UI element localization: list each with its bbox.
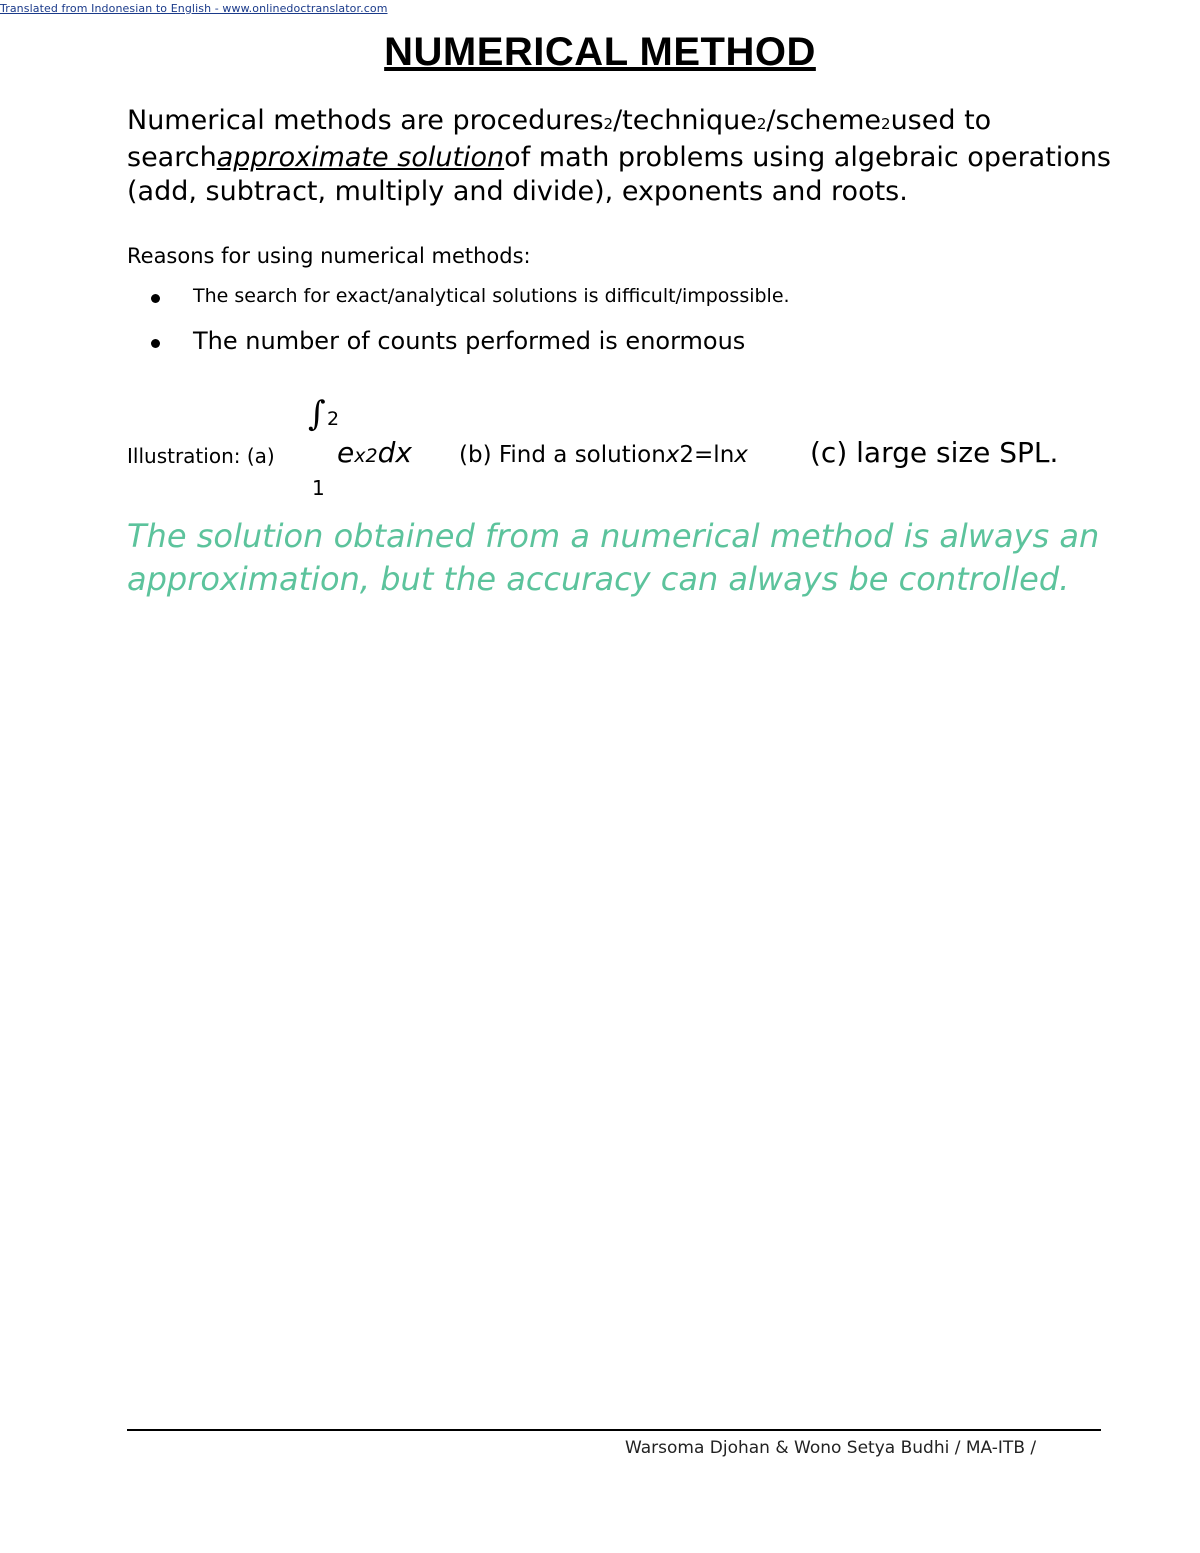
integral-upper-limit: 2 [327,408,340,430]
intro-text-2: /technique [613,105,757,136]
intro-text-5: of math problems using algebraic operations (add, subtract, multiply and divide), exponents and roots. [127,142,1111,207]
list-item [127,327,790,355]
illustration-b-text: (b) Find a solution [459,442,666,468]
integral-sign-icon: ∫ [308,394,326,434]
illustration-b-eq: 2=ln [679,442,735,468]
reasons-heading: Reasons for using numerical methods: [127,244,531,268]
footer-divider [127,1429,1101,1431]
bullet-icon [151,294,160,303]
illustration-label: Illustration: (a) [127,444,275,468]
illustration-b-var2: x [734,442,748,468]
intro-text-1: Numerical methods are procedures [127,105,604,136]
approximate-solution-term: approximate solution [216,142,505,173]
intro-paragraph [127,104,1117,209]
translator-banner[interactable]: Translated from Indonesian to English - www.onlinedoctranslator.com [0,2,388,15]
illustration-c: (c) large size SPL. [810,436,1059,469]
intro-sub-2: 2 [756,115,767,133]
illustration-b [459,442,748,468]
integral-lower-limit: 1 [312,476,325,500]
reason-text: The search for exact/analytical solutions is difficult/impossible. [193,285,790,307]
illustration-row [127,394,1127,510]
reason-text: The number of counts performed is enormous [193,327,746,355]
integrand [337,436,412,469]
highlight-note: The solution obtained from a numerical method is always an approximation, but the accuracy can always be controlled. [127,517,1100,598]
illustration-b-var: x [665,442,680,468]
integrand-e: e [337,436,355,469]
list-item [127,285,790,327]
intro-sub-1: 2 [603,115,614,133]
reasons-list [127,285,790,355]
integrand-exponent: x2 [354,445,378,467]
bullet-icon [151,339,160,348]
footer-authors: Warsoma Djohan & Wono Setya Budhi / MA-ITB / [625,1438,1037,1458]
intro-text-4: used to search [127,105,992,173]
intro-sub-3: 2 [881,115,891,133]
page-title: NUMERICAL METHOD [384,30,816,74]
intro-text-3: /scheme [766,105,882,136]
integrand-dx: dx [377,436,412,469]
